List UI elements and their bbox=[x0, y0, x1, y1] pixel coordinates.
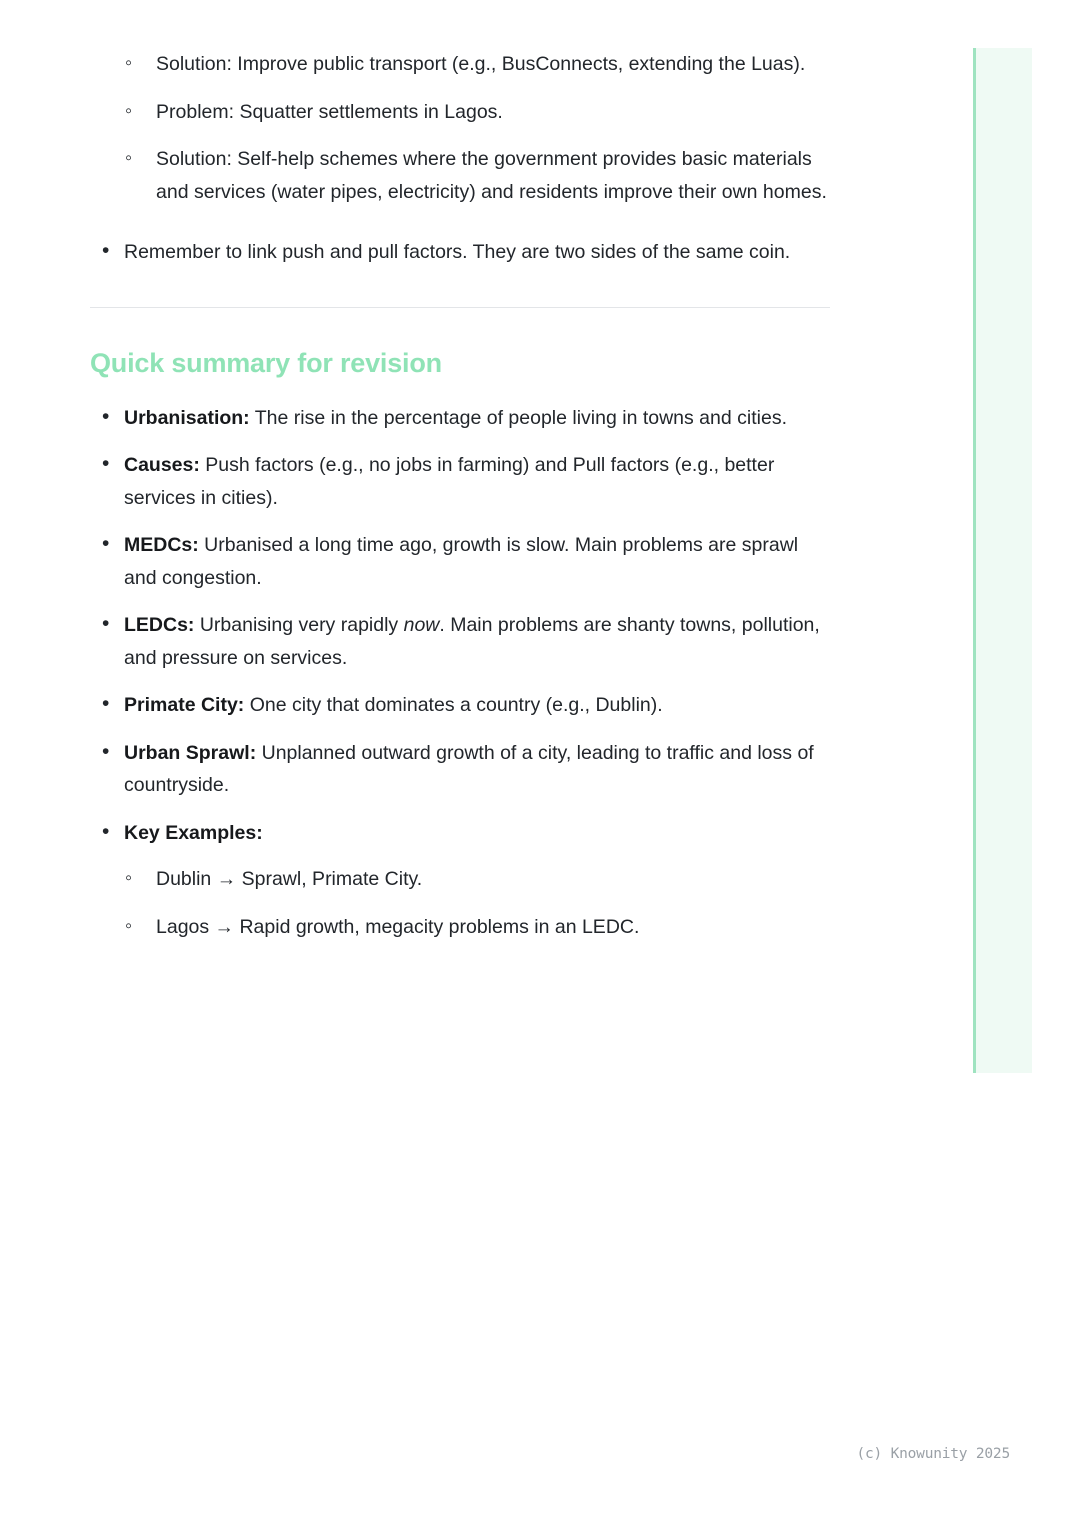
summary-section bbox=[90, 346, 830, 944]
list-item: • Urbanisation: The rise in the percentage of people living in towns and cities. bbox=[90, 402, 830, 435]
section-heading: Quick summary for revision bbox=[90, 347, 442, 378]
list-item: • Causes: Push factors (e.g., no jobs in farming) and Pull factors (e.g., better services in cities). bbox=[90, 449, 830, 514]
list-item-sub: ◦ Solution: Improve public transport (e.g., BusConnects, extending the Luas). bbox=[123, 48, 830, 81]
list-item: • Key Examples: bbox=[90, 817, 830, 850]
list-item: • Primate City: One city that dominates a country (e.g., Dublin). bbox=[90, 689, 830, 722]
top-list-section bbox=[90, 48, 830, 269]
copyright-footer: (c) Knowunity 2025 bbox=[856, 1446, 1010, 1462]
list-item: • LEDCs: Urbanising very rapidly now. Main problems are shanty towns, pollution, and pressure on services. bbox=[90, 609, 830, 674]
summary-list bbox=[90, 402, 830, 944]
section-divider bbox=[90, 307, 830, 308]
list-item-sub: ◦ Lagos → Rapid growth, megacity problems in an LEDC. bbox=[123, 911, 830, 944]
list-item: • Urban Sprawl: Unplanned outward growth of a city, leading to traffic and loss of countryside. bbox=[90, 737, 830, 802]
top-list bbox=[90, 48, 830, 269]
list-item-sub: ◦ Solution: Self-help schemes where the government provides basic materials and services (water pipes, electricity) and residents improve their own homes. bbox=[123, 143, 830, 208]
list-item: • MEDCs: Urbanised a long time ago, growth is slow. Main problems are sprawl and congestion. bbox=[90, 529, 830, 594]
list-item: • Remember to link push and pull factors. They are two sides of the same coin. bbox=[90, 236, 830, 269]
list-item-sub: ◦ Problem: Squatter settlements in Lagos. bbox=[123, 96, 830, 129]
list-item-sub: ◦ Dublin → Sprawl, Primate City. bbox=[123, 863, 830, 896]
